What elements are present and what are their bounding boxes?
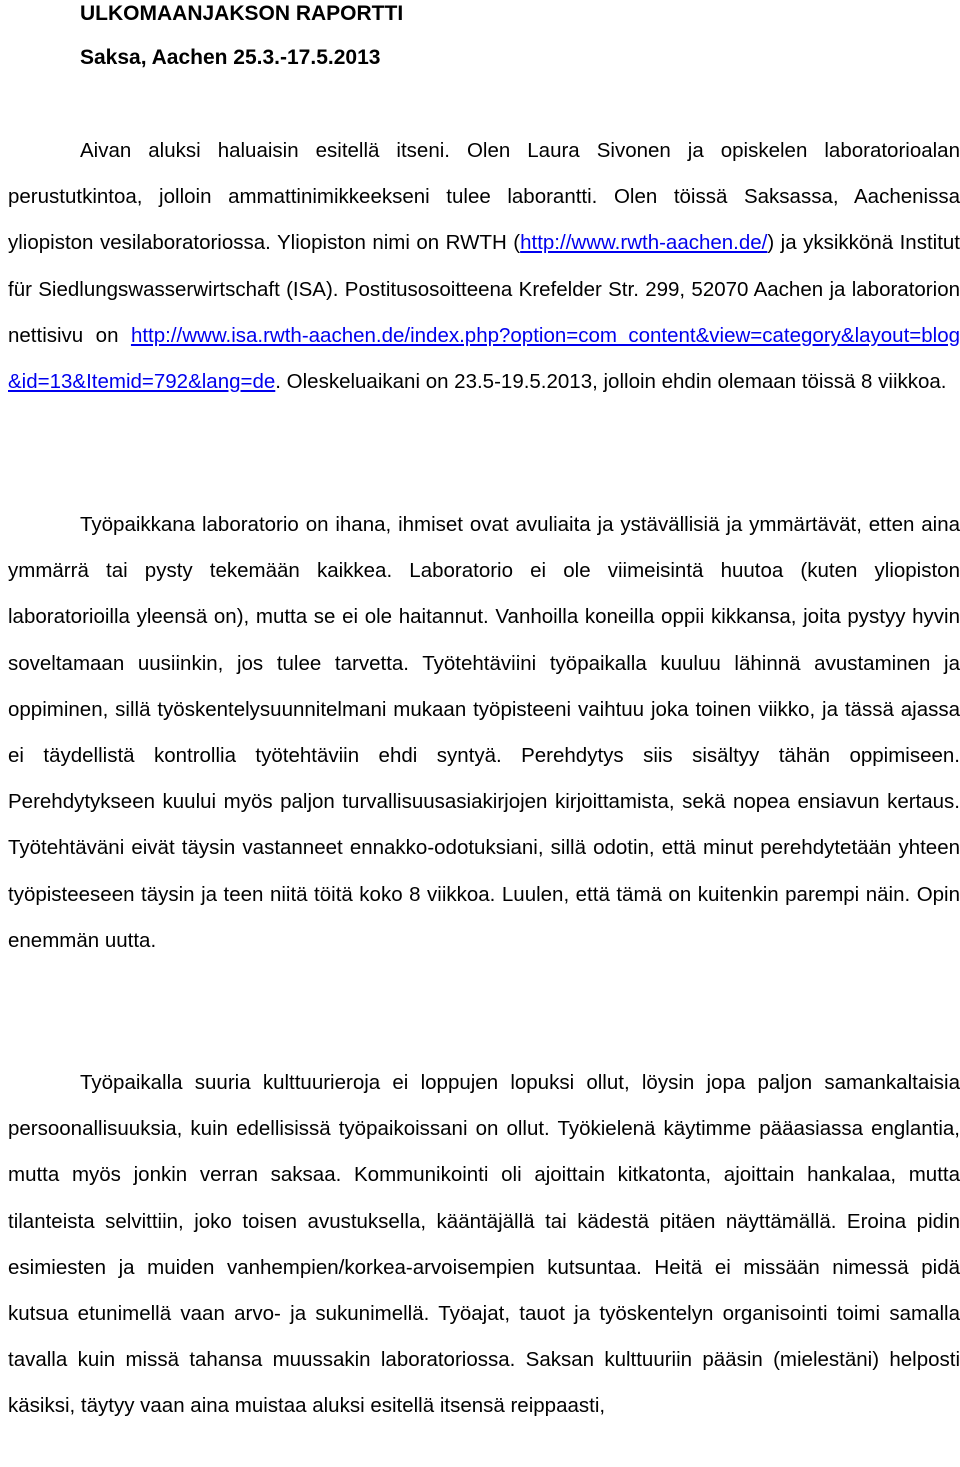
paragraph-workplace	[8, 502, 960, 964]
isa-link[interactable]: http://www.isa.rwth-aachen.de/index.php?option=com_content&view=category&layout=blog&id=13&Itemid=792&lang=de	[8, 323, 960, 394]
workplace-text: Työpaikkana laboratorio on ihana, ihmiset ovat avuliaita ja ystävällisiä ja ymmärtävät, etten aina ymmärrä tai pysty tekemään kaikkea. Laboratorio ei ole viimeisintä huutoa (kuten yliopiston laboratorioilla yleensä on), mutta se ei ole haitannut. Vanhoilla koneilla oppii kikkansa, joita pystyy hyvin soveltamaan uusiinkin, jos tulee tarvetta. Työtehtäviini työpaikalla kuuluu lähinnä avustaminen ja oppiminen, sillä työskentelysuunnitelmani mukaan työpisteeni vaihtuu joka toinen viikko, ja tässä ajassa ei täydellistä kontrollia työtehtäviin ehdi syntyä. Perehdytys siis sisältyy tähän oppimiseen. Perehdytykseen kuului myös paljon turvallisuusasiakirjojen kirjoittamista, sekä nopea ensiavun kertaus. Työtehtäväni eivät täysin vastanneet ennakko-odotuksiani, sillä odotin, että minut perehdytetään yhteen työpisteeseen täysin ja teen niitä töitä koko 8 viikkoa. Luulen, että tämä on kuitenkin parempi näin. Opin enemmän uutta.	[8, 513, 960, 952]
rwth-link[interactable]: http://www.rwth-aachen.de/	[520, 231, 768, 255]
culture-text: Työpaikalla suuria kulttuurieroja ei loppujen lopuksi ollut, löysin jopa paljon samankaltaisia persoonallisuuksia, kuin edellisissä työpaikoissani on ollut. Työkielenä käytimme pääasiassa englantia, mutta myös jonkin verran saksaa. Kommunikointi oli ajoittain kitkatonta, ajoittain hankalaa, mutta tilanteista selvittiin, joko toisen avustuksella, kääntäjällä tai kädestä pitäen näyttämällä. Eroina pidin esimiesten ja muiden vanhempien/korkea-arvoisempien kutsuntaa. Heitä ei missään nimessä pidä kutsua etunimellä vaan arvo- ja sukunimellä. Työajat, tauot ja työskentelyn organisointi toimi samalla tavalla kuin missä tahansa muussakin laboratoriossa. Saksan kulttuuriin pääsin (mielestäni) helposti käsiksi, täytyy vaan aina muistaa aluksi esitellä itsensä reippaasti,	[8, 1071, 960, 1418]
paragraph-culture	[8, 1060, 960, 1430]
intro-text-2: ) ja yksikkönä Institut für Siedlungswasserwirtschaft (ISA). Postitusosoitteena Krefelder Str. 299, 52070 Aachen ja laboratorion nettisivu on	[8, 231, 960, 347]
paragraph-intro	[8, 128, 960, 405]
report-title: ULKOMAANJAKSON RAPORTTI	[80, 2, 404, 25]
intro-text-1: Aivan aluksi haluaisin esitellä itseni. Olen Laura Sivonen ja opiskelen laboratorioalan perustutkintoa, jolloin ammattinimikkeekseni tulee laborantti. Olen töissä Saksassa, Aachenissa yliopiston vesilaboratoriossa. Yliopiston nimi on RWTH (	[8, 139, 960, 255]
intro-text-3: . Oleskeluaikani on 23.5-19.5.2013, jolloin ehdin olemaan töissä 8 viikkoa.	[275, 370, 947, 394]
report-subtitle: Saksa, Aachen 25.3.-17.5.2013	[80, 46, 381, 69]
